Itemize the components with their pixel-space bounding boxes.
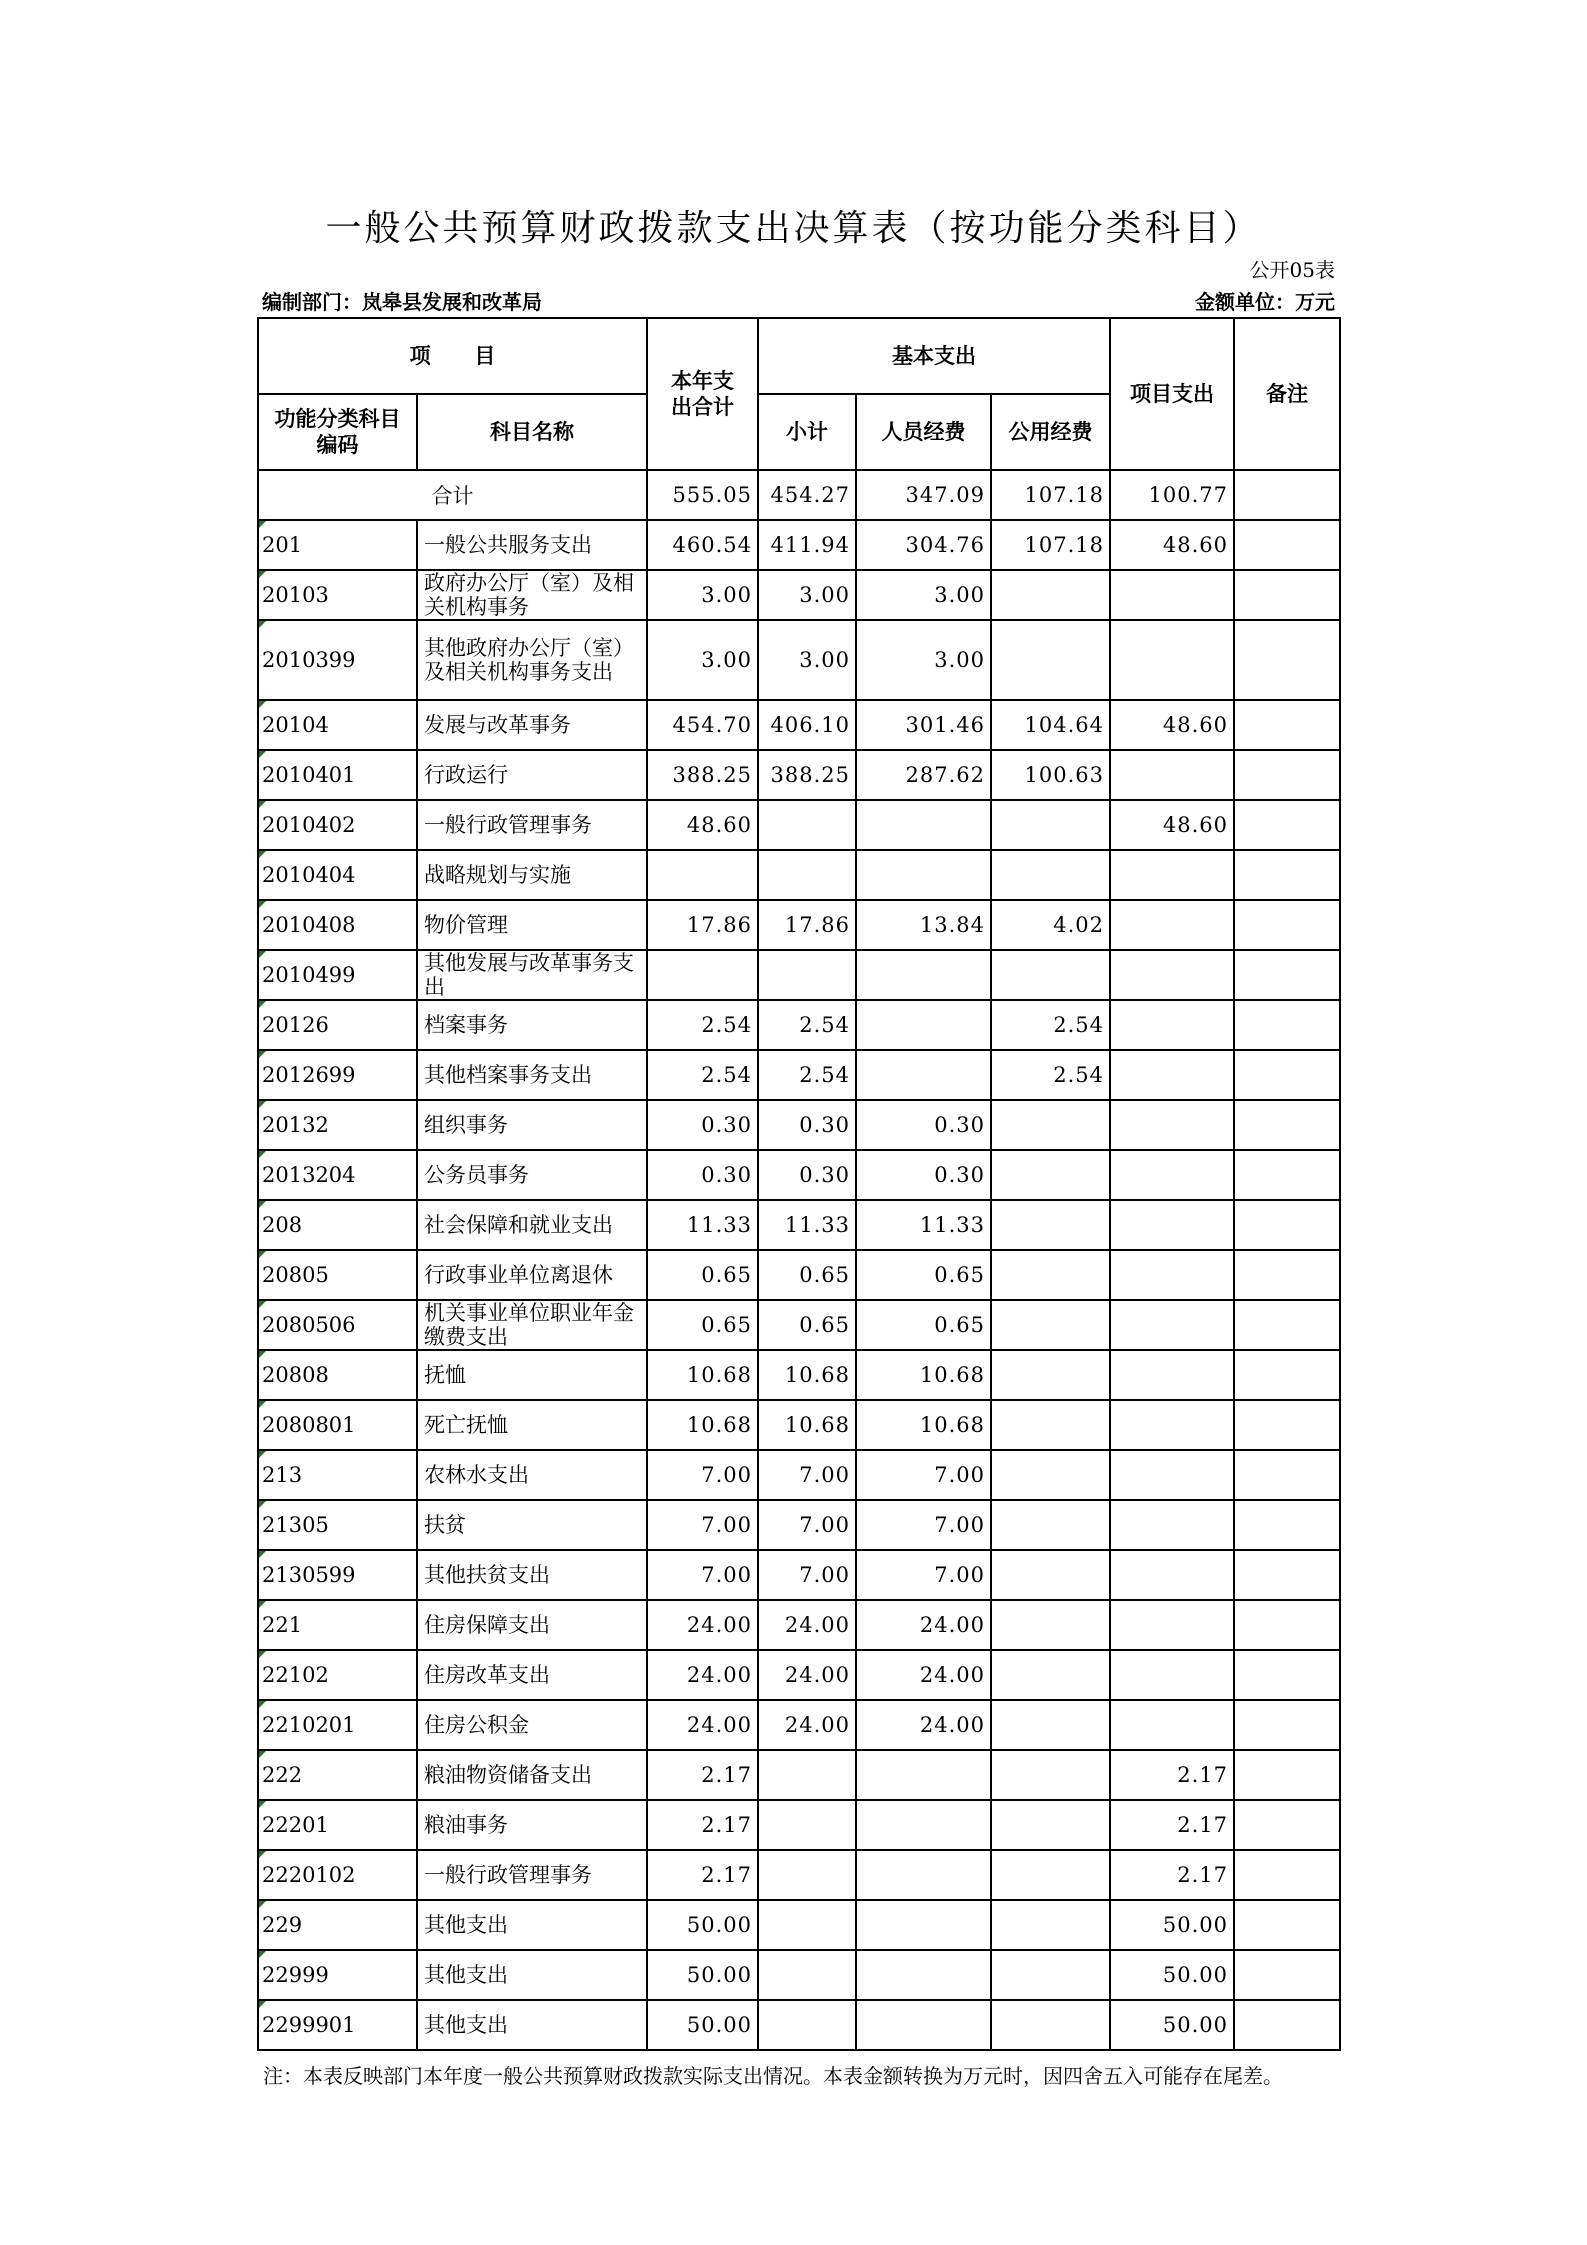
- row-subtotal: 2.54: [758, 1000, 856, 1050]
- row-code: 2130599: [258, 1550, 417, 1600]
- footnote: 注：本表反映部门本年度一般公共预算财政拨款实际支出情况。本表金额转换为万元时，因四舍五入可能存在尾差。: [263, 2064, 1283, 2088]
- row-total: 388.25: [647, 750, 758, 800]
- row-subtotal: 7.00: [758, 1450, 856, 1500]
- total-subtotal: 454.27: [758, 470, 856, 520]
- row-total: 460.54: [647, 520, 758, 570]
- row-code: 222: [258, 1750, 417, 1800]
- row-code: 20805: [258, 1250, 417, 1300]
- row-personnel: [856, 1050, 991, 1100]
- row-name: 社会保障和就业支出: [417, 1200, 647, 1250]
- header-project: 项目支出: [1110, 318, 1234, 470]
- page-title: 一般公共预算财政拨款支出决算表（按功能分类科目）: [325, 208, 1262, 249]
- total-public: 107.18: [991, 470, 1110, 520]
- row-public: 2.54: [991, 1000, 1110, 1050]
- row-public: [991, 1650, 1110, 1700]
- row-personnel: [856, 1900, 991, 1950]
- table-row: [258, 1200, 1340, 1250]
- row-personnel: [856, 950, 991, 1000]
- row-personnel: [856, 1750, 991, 1800]
- row-project: [1110, 1400, 1234, 1450]
- row-code: 201: [258, 520, 417, 570]
- row-project: [1110, 1100, 1234, 1150]
- table-row: [258, 570, 1340, 620]
- row-remark: [1234, 1700, 1340, 1750]
- header-item: 项 目: [258, 318, 647, 394]
- row-project: 48.60: [1110, 700, 1234, 750]
- row-personnel: [856, 2000, 991, 2050]
- row-personnel: 10.68: [856, 1350, 991, 1400]
- row-name: 公务员事务: [417, 1150, 647, 1200]
- row-remark: [1234, 850, 1340, 900]
- row-remark: [1234, 520, 1340, 570]
- row-name: 其他档案事务支出: [417, 1050, 647, 1100]
- row-subtotal: 24.00: [758, 1600, 856, 1650]
- row-name: 其他发展与改革事务支出: [417, 950, 647, 1000]
- row-remark: [1234, 900, 1340, 950]
- row-personnel: 301.46: [856, 700, 991, 750]
- row-project: 50.00: [1110, 1950, 1234, 2000]
- row-subtotal: 24.00: [758, 1700, 856, 1750]
- row-total: 48.60: [647, 800, 758, 850]
- row-public: 107.18: [991, 520, 1110, 570]
- row-remark: [1234, 700, 1340, 750]
- row-public: [991, 1350, 1110, 1400]
- table-row: [258, 1350, 1340, 1400]
- row-subtotal: 10.68: [758, 1400, 856, 1450]
- table-row: [258, 1700, 1340, 1750]
- row-code: 221: [258, 1600, 417, 1650]
- row-project: [1110, 1350, 1234, 1400]
- row-remark: [1234, 1750, 1340, 1800]
- row-name: 行政运行: [417, 750, 647, 800]
- table-row: [258, 1000, 1340, 1050]
- row-total: 24.00: [647, 1600, 758, 1650]
- row-remark: [1234, 1400, 1340, 1450]
- table-row: [258, 1050, 1340, 1100]
- table-row: [258, 950, 1340, 1000]
- table-row: [258, 1750, 1340, 1800]
- row-public: [991, 1400, 1110, 1450]
- row-personnel: [856, 1800, 991, 1850]
- row-subtotal: 411.94: [758, 520, 856, 570]
- row-personnel: 13.84: [856, 900, 991, 950]
- row-remark: [1234, 1450, 1340, 1500]
- row-code: 2299901: [258, 2000, 417, 2050]
- row-project: 48.60: [1110, 800, 1234, 850]
- row-remark: [1234, 1550, 1340, 1600]
- row-public: [991, 570, 1110, 620]
- row-public: [991, 620, 1110, 700]
- row-remark: [1234, 1850, 1340, 1900]
- row-public: 4.02: [991, 900, 1110, 950]
- row-public: [991, 1500, 1110, 1550]
- row-project: 2.17: [1110, 1850, 1234, 1900]
- row-remark: [1234, 1950, 1340, 2000]
- row-total: 24.00: [647, 1650, 758, 1700]
- table-row: [258, 1900, 1340, 1950]
- row-total: 2.54: [647, 1050, 758, 1100]
- table-row: [258, 1650, 1340, 1700]
- row-personnel: 304.76: [856, 520, 991, 570]
- row-project: [1110, 1600, 1234, 1650]
- row-total: 7.00: [647, 1550, 758, 1600]
- row-name: 政府办公厅（室）及相关机构事务: [417, 570, 647, 620]
- row-remark: [1234, 620, 1340, 700]
- row-total: 24.00: [647, 1700, 758, 1750]
- row-remark: [1234, 1500, 1340, 1550]
- row-subtotal: 406.10: [758, 700, 856, 750]
- row-subtotal: [758, 800, 856, 850]
- table-row: [258, 1450, 1340, 1500]
- row-name: 住房改革支出: [417, 1650, 647, 1700]
- row-personnel: [856, 1850, 991, 1900]
- row-personnel: [856, 800, 991, 850]
- row-personnel: 3.00: [856, 620, 991, 700]
- row-name: 行政事业单位离退休: [417, 1250, 647, 1300]
- row-code: 2010499: [258, 950, 417, 1000]
- row-public: 100.63: [991, 750, 1110, 800]
- row-name: 机关事业单位职业年金缴费支出: [417, 1300, 647, 1350]
- row-name: 档案事务: [417, 1000, 647, 1050]
- table-row: [258, 1800, 1340, 1850]
- row-personnel: 287.62: [856, 750, 991, 800]
- table-row: [258, 700, 1340, 750]
- row-personnel: 7.00: [856, 1500, 991, 1550]
- row-remark: [1234, 1050, 1340, 1100]
- header-total: 本年支出合计: [647, 318, 758, 470]
- table-row: [258, 520, 1340, 570]
- row-subtotal: 3.00: [758, 570, 856, 620]
- table-row: [258, 1250, 1340, 1300]
- row-public: [991, 1550, 1110, 1600]
- row-code: 213: [258, 1450, 417, 1500]
- row-project: 2.17: [1110, 1750, 1234, 1800]
- row-total: 2.54: [647, 1000, 758, 1050]
- table-row: [258, 2000, 1340, 2050]
- row-project: [1110, 1150, 1234, 1200]
- row-remark: [1234, 1000, 1340, 1050]
- row-project: 50.00: [1110, 1900, 1234, 1950]
- table-row: [258, 750, 1340, 800]
- row-project: [1110, 1000, 1234, 1050]
- row-subtotal: [758, 1900, 856, 1950]
- row-code: 2010402: [258, 800, 417, 850]
- row-total: 2.17: [647, 1850, 758, 1900]
- row-project: [1110, 750, 1234, 800]
- row-project: [1110, 850, 1234, 900]
- row-public: 2.54: [991, 1050, 1110, 1100]
- dept-label: 编制部门：岚皋县发展和改革局: [262, 290, 542, 314]
- row-personnel: 0.30: [856, 1150, 991, 1200]
- header-remark: 备注: [1234, 318, 1340, 470]
- row-total: 0.30: [647, 1150, 758, 1200]
- row-total: 7.00: [647, 1450, 758, 1500]
- row-public: [991, 950, 1110, 1000]
- row-code: 2220102: [258, 1850, 417, 1900]
- row-name: 一般公共服务支出: [417, 520, 647, 570]
- row-project: [1110, 1450, 1234, 1500]
- row-subtotal: [758, 1800, 856, 1850]
- header-subtotal: 小计: [758, 394, 856, 470]
- row-name: 一般行政管理事务: [417, 1850, 647, 1900]
- row-subtotal: [758, 950, 856, 1000]
- row-subtotal: 0.65: [758, 1300, 856, 1350]
- row-code: 20104: [258, 700, 417, 750]
- row-subtotal: 2.54: [758, 1050, 856, 1100]
- row-public: [991, 1900, 1110, 1950]
- table-row: [258, 1150, 1340, 1200]
- row-total: 2.17: [647, 1750, 758, 1800]
- table-row: [258, 850, 1340, 900]
- form-number: 公开05表: [1249, 258, 1335, 282]
- row-remark: [1234, 800, 1340, 850]
- row-name: 粮油事务: [417, 1800, 647, 1850]
- row-code: 2010401: [258, 750, 417, 800]
- row-total: 50.00: [647, 1900, 758, 1950]
- row-total: 50.00: [647, 2000, 758, 2050]
- row-total: [647, 850, 758, 900]
- row-code: 20103: [258, 570, 417, 620]
- row-project: [1110, 1250, 1234, 1300]
- row-public: [991, 1150, 1110, 1200]
- row-code: 2080506: [258, 1300, 417, 1350]
- row-code: 22102: [258, 1650, 417, 1700]
- row-code: 229: [258, 1900, 417, 1950]
- table-row: [258, 1500, 1340, 1550]
- table-row: [258, 1850, 1340, 1900]
- row-code: 2010408: [258, 900, 417, 950]
- row-subtotal: 0.30: [758, 1150, 856, 1200]
- row-public: [991, 800, 1110, 850]
- row-total: 454.70: [647, 700, 758, 750]
- row-project: [1110, 1650, 1234, 1700]
- row-project: 50.00: [1110, 2000, 1234, 2050]
- row-personnel: 11.33: [856, 1200, 991, 1250]
- row-total: 10.68: [647, 1350, 758, 1400]
- row-subtotal: 388.25: [758, 750, 856, 800]
- row-code: 20126: [258, 1000, 417, 1050]
- row-project: [1110, 900, 1234, 950]
- row-personnel: 0.65: [856, 1250, 991, 1300]
- total-amount: 555.05: [647, 470, 758, 520]
- row-total: 11.33: [647, 1200, 758, 1250]
- row-project: [1110, 620, 1234, 700]
- row-project: [1110, 950, 1234, 1000]
- row-total: [647, 950, 758, 1000]
- row-public: [991, 1950, 1110, 2000]
- row-public: [991, 1100, 1110, 1150]
- row-personnel: 0.30: [856, 1100, 991, 1150]
- row-remark: [1234, 1800, 1340, 1850]
- row-remark: [1234, 1600, 1340, 1650]
- row-remark: [1234, 750, 1340, 800]
- row-subtotal: 17.86: [758, 900, 856, 950]
- row-project: [1110, 570, 1234, 620]
- table-row: [258, 620, 1340, 700]
- row-subtotal: [758, 1850, 856, 1900]
- row-code: 2012699: [258, 1050, 417, 1100]
- row-project: [1110, 1200, 1234, 1250]
- row-public: [991, 1300, 1110, 1350]
- total-project: 100.77: [1110, 470, 1234, 520]
- row-personnel: 3.00: [856, 570, 991, 620]
- row-code: 20808: [258, 1350, 417, 1400]
- row-name: 其他支出: [417, 1950, 647, 2000]
- row-remark: [1234, 2000, 1340, 2050]
- total-label: 合计: [258, 470, 647, 520]
- row-subtotal: 0.65: [758, 1250, 856, 1300]
- row-code: 208: [258, 1200, 417, 1250]
- row-name: 物价管理: [417, 900, 647, 950]
- table-row: [258, 1950, 1340, 2000]
- row-public: [991, 1850, 1110, 1900]
- table-row: [258, 1100, 1340, 1150]
- row-personnel: 10.68: [856, 1400, 991, 1450]
- row-subtotal: 11.33: [758, 1200, 856, 1250]
- total-row: [258, 470, 1340, 520]
- row-subtotal: 10.68: [758, 1350, 856, 1400]
- row-name: 死亡抚恤: [417, 1400, 647, 1450]
- row-project: [1110, 1550, 1234, 1600]
- row-code: 21305: [258, 1500, 417, 1550]
- row-name: 其他支出: [417, 2000, 647, 2050]
- row-subtotal: [758, 850, 856, 900]
- row-personnel: 0.65: [856, 1300, 991, 1350]
- row-public: 104.64: [991, 700, 1110, 750]
- row-remark: [1234, 570, 1340, 620]
- row-name: 发展与改革事务: [417, 700, 647, 750]
- row-public: [991, 1600, 1110, 1650]
- row-code: 20132: [258, 1100, 417, 1150]
- row-total: 2.17: [647, 1800, 758, 1850]
- table-row: [258, 800, 1340, 850]
- row-name: 住房保障支出: [417, 1600, 647, 1650]
- row-total: 10.68: [647, 1400, 758, 1450]
- row-public: [991, 1800, 1110, 1850]
- row-name: 其他支出: [417, 1900, 647, 1950]
- row-subtotal: [758, 2000, 856, 2050]
- row-project: [1110, 1300, 1234, 1350]
- row-total: 50.00: [647, 1950, 758, 2000]
- table-row: [258, 900, 1340, 950]
- row-name: 粮油物资储备支出: [417, 1750, 647, 1800]
- table-row: [258, 1300, 1340, 1350]
- row-remark: [1234, 1350, 1340, 1400]
- row-subtotal: 3.00: [758, 620, 856, 700]
- row-personnel: 24.00: [856, 1700, 991, 1750]
- row-name: 住房公积金: [417, 1700, 647, 1750]
- row-total: 0.30: [647, 1100, 758, 1150]
- total-personnel: 347.09: [856, 470, 991, 520]
- row-project: 48.60: [1110, 520, 1234, 570]
- row-personnel: [856, 1950, 991, 2000]
- row-code: 22201: [258, 1800, 417, 1850]
- row-code: 2010404: [258, 850, 417, 900]
- row-subtotal: 7.00: [758, 1500, 856, 1550]
- row-personnel: 24.00: [856, 1600, 991, 1650]
- table-row: [258, 1550, 1340, 1600]
- row-total: 0.65: [647, 1250, 758, 1300]
- row-remark: [1234, 950, 1340, 1000]
- row-subtotal: [758, 1750, 856, 1800]
- row-project: [1110, 1500, 1234, 1550]
- row-code: 2010399: [258, 620, 417, 700]
- row-subtotal: [758, 1950, 856, 2000]
- header-public: 公用经费: [991, 394, 1110, 470]
- row-personnel: 7.00: [856, 1550, 991, 1600]
- header-code: 功能分类科目编码: [258, 394, 417, 470]
- row-name: 抚恤: [417, 1350, 647, 1400]
- row-public: [991, 1450, 1110, 1500]
- row-public: [991, 850, 1110, 900]
- row-subtotal: 24.00: [758, 1650, 856, 1700]
- row-public: [991, 1200, 1110, 1250]
- row-remark: [1234, 1250, 1340, 1300]
- row-name: 一般行政管理事务: [417, 800, 647, 850]
- row-remark: [1234, 1300, 1340, 1350]
- row-public: [991, 1750, 1110, 1800]
- header-basic: 基本支出: [758, 318, 1110, 394]
- row-remark: [1234, 1100, 1340, 1150]
- row-subtotal: 7.00: [758, 1550, 856, 1600]
- header-name: 科目名称: [417, 394, 647, 470]
- row-project: [1110, 1700, 1234, 1750]
- unit-label: 金额单位：万元: [1195, 290, 1335, 314]
- row-personnel: 24.00: [856, 1650, 991, 1700]
- row-code: 22999: [258, 1950, 417, 2000]
- row-project: [1110, 1050, 1234, 1100]
- row-remark: [1234, 1650, 1340, 1700]
- row-total: 17.86: [647, 900, 758, 950]
- table-row: [258, 1400, 1340, 1450]
- row-subtotal: 0.30: [758, 1100, 856, 1150]
- row-public: [991, 1700, 1110, 1750]
- row-total: 3.00: [647, 620, 758, 700]
- expenditure-table: [257, 317, 1341, 2051]
- row-project: 2.17: [1110, 1800, 1234, 1850]
- row-name: 扶贫: [417, 1500, 647, 1550]
- row-remark: [1234, 1900, 1340, 1950]
- row-name: 农林水支出: [417, 1450, 647, 1500]
- row-remark: [1234, 1200, 1340, 1250]
- row-name: 其他扶贫支出: [417, 1550, 647, 1600]
- total-remark: [1234, 470, 1340, 520]
- row-personnel: 7.00: [856, 1450, 991, 1500]
- row-personnel: [856, 1000, 991, 1050]
- row-name: 组织事务: [417, 1100, 647, 1150]
- row-code: 2210201: [258, 1700, 417, 1750]
- row-total: 3.00: [647, 570, 758, 620]
- row-code: 2080801: [258, 1400, 417, 1450]
- row-total: 7.00: [647, 1500, 758, 1550]
- table-row: [258, 1600, 1340, 1650]
- row-public: [991, 2000, 1110, 2050]
- row-total: 0.65: [647, 1300, 758, 1350]
- row-public: [991, 1250, 1110, 1300]
- row-personnel: [856, 850, 991, 900]
- row-remark: [1234, 1150, 1340, 1200]
- row-name: 其他政府办公厅（室）及相关机构事务支出: [417, 620, 647, 700]
- header-personnel: 人员经费: [856, 394, 991, 470]
- row-code: 2013204: [258, 1150, 417, 1200]
- row-name: 战略规划与实施: [417, 850, 647, 900]
